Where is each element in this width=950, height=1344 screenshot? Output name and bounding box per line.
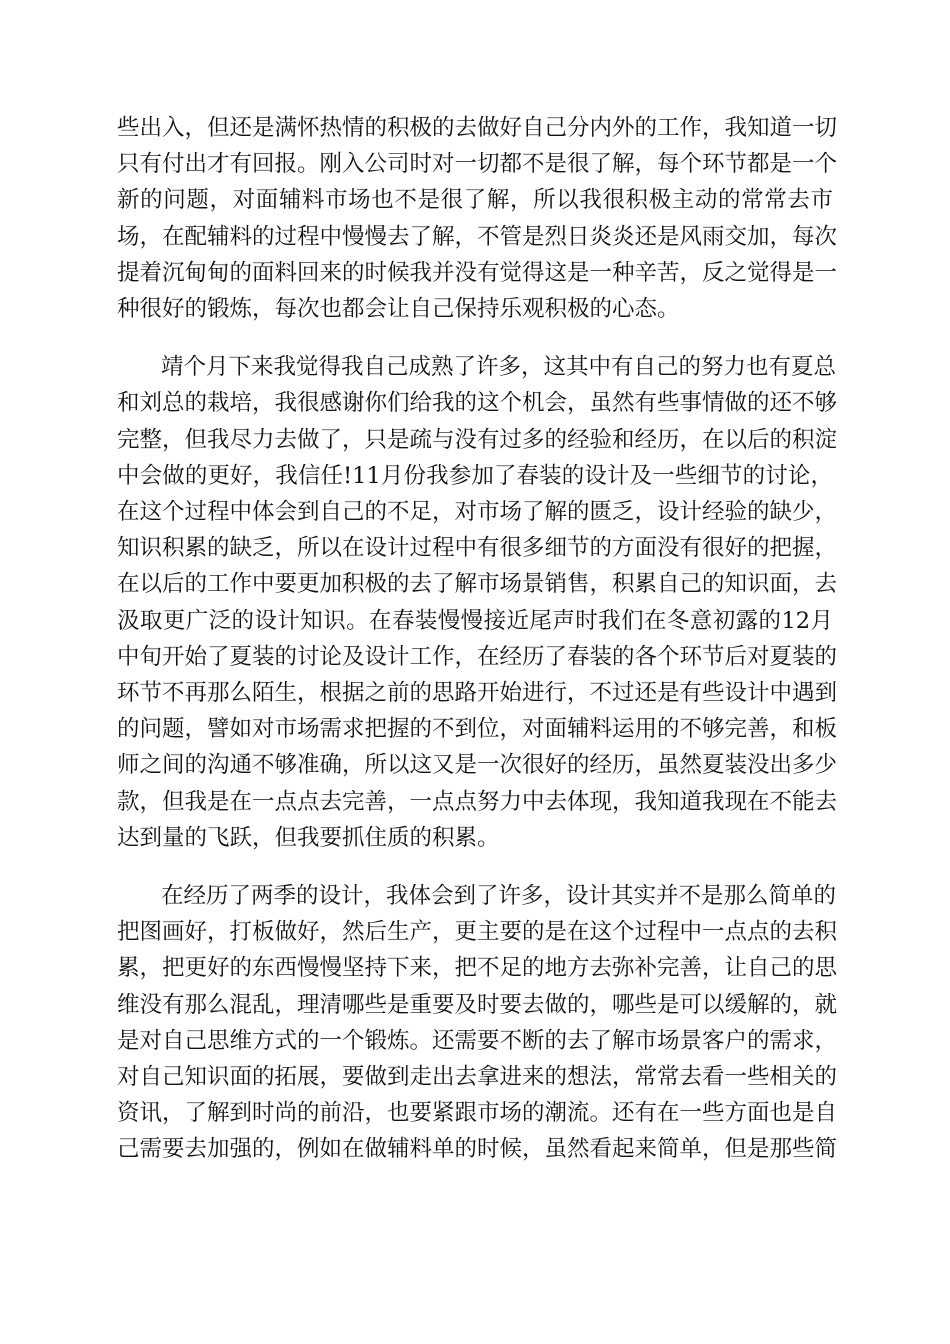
text-line: 在这个过程中体会到自己的不足，对市场了解的匮乏，设计经验的缺少， <box>117 499 838 526</box>
text-line: 师之间的沟通不够准确，所以这又是一次很好的经历，虽然夏装没出多少 <box>117 752 838 779</box>
text-line: 维没有那么混乱，理清哪些是重要及时要去做的，哪些是可以缓解的，就 <box>117 991 838 1018</box>
text-line: 把图画好，打板做好，然后生产，更主要的是在这个过程中一点点的去积 <box>117 919 838 946</box>
text-line: 只有付出才有回报。刚入公司时对一切都不是很了解，每个环节都是一个 <box>117 151 838 178</box>
text-line: 些出入，但还是满怀热情的积极的去做好自己分内外的工作，我知道一切 <box>117 115 838 141</box>
paragraph-3 <box>117 878 838 1168</box>
text-line: 种很好的锻炼，每次也都会让自己保持乐观积极的心态。 <box>117 296 680 323</box>
text-line: 款，但我是在一点点去完善，一点点努力中去体现，我知道我现在不能去 <box>117 788 838 815</box>
text-line: 的问题，譬如对市场需求把握的不到位，对面辅料运用的不够完善，和板 <box>117 716 838 743</box>
document-body <box>117 110 838 1190</box>
text-line: 达到量的飞跃，但我要抓住质的积累。 <box>117 824 500 851</box>
paragraph-1 <box>117 110 838 327</box>
text-line: 是对自己思维方式的一个锻炼。还需要不断的去了解市场景客户的需求， <box>117 1027 838 1054</box>
text-line: 环节不再那么陌生，根据之前的思路开始进行，不过还是有些设计中遇到 <box>117 680 838 707</box>
text-line: 知识积累的缺乏，所以在设计过程中有很多细节的方面没有很好的把握， <box>117 535 838 562</box>
text-line: 己需要去加强的，例如在做辅料单的时候，虽然看起来简单，但是那些简 <box>117 1136 838 1163</box>
text-line: 在以后的工作中要更加积极的去了解市场景销售，积累自己的知识面，去 <box>117 571 838 598</box>
text-line: 累，把更好的东西慢慢坚持下来，把不足的地方去弥补完善，让自己的思 <box>117 955 838 982</box>
text-line: 完整，但我尽力去做了，只是疏与没有过多的经验和经历，在以后的积淀 <box>117 426 838 453</box>
text-line: 中会做的更好，我信任!11月份我参加了春装的设计及一些细节的讨论， <box>117 462 833 489</box>
text-line: 在经历了两季的设计，我体会到了许多，设计其实并不是那么简单的 <box>161 883 837 910</box>
text-line: 汲取更广泛的设计知识。在春装慢慢接近尾声时我们在冬意初露的12月 <box>117 607 833 634</box>
text-line: 靖个月下来我觉得我自己成熟了许多，这其中有自己的努力也有夏总 <box>161 354 837 381</box>
text-line: 场，在配辅料的过程中慢慢去了解，不管是烈日炎炎还是风雨交加，每次 <box>117 223 838 250</box>
text-line: 资讯，了解到时尚的前沿，也要紧跟市场的潮流。还有在一些方面也是自 <box>117 1100 838 1127</box>
text-line: 新的问题，对面辅料市场也不是很了解，所以我很积极主动的常常去市 <box>117 187 833 214</box>
text-line: 提着沉甸甸的面料回来的时候我并没有觉得这是一种辛苦，反之觉得是一 <box>117 259 838 286</box>
text-line: 和刘总的栽培，我很感谢你们给我的这个机会，虽然有些事情做的还不够 <box>117 390 838 417</box>
paragraph-2 <box>117 349 838 856</box>
text-line: 中旬开始了夏装的讨论及设计工作，在经历了春装的各个环节后对夏装的 <box>117 643 838 670</box>
text-line: 对自己知识面的拓展，要做到走出去拿进来的想法，常常去看一些相关的 <box>117 1064 838 1091</box>
